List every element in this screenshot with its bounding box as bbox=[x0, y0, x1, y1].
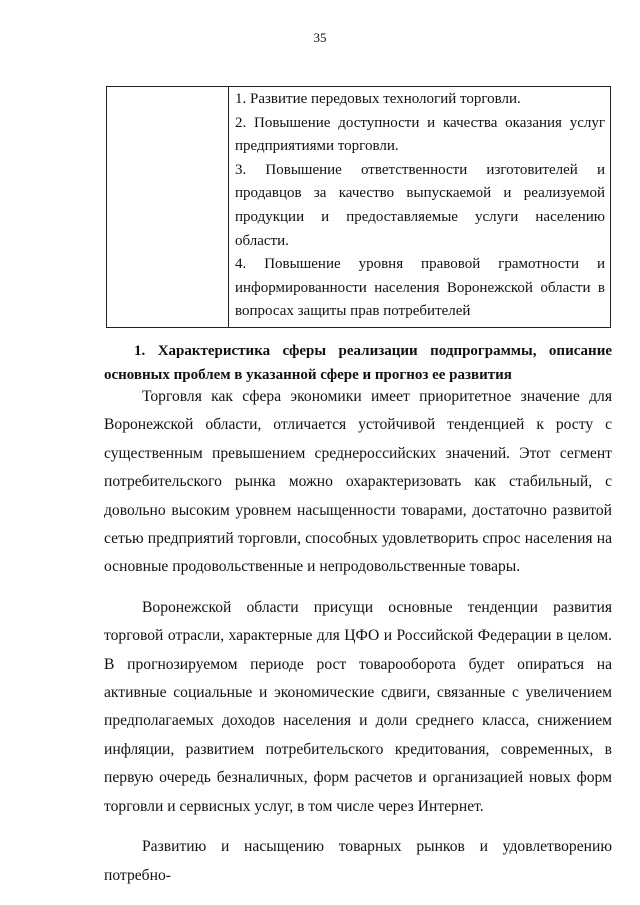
goal-item-2: 2. Повышение доступности и качества оказания услуг предприятиями торговли. bbox=[235, 114, 605, 155]
goal-item-3: 3. Повышение ответственности изготовителей и продавцов за качество выпускаемой и реализуемой продукции и предоставляемые услуги населению области. bbox=[235, 161, 605, 249]
paragraph-1: Торговля как сфера экономики имеет приоритетное значение для Воронежской области, отличается устойчивой тенденцией к росту с существенным превышением среднероссийских значений. Этот сегмент потребительского рынка можно охарактеризовать как стабильный, с довольно высоким уровнем насыщенности товарами, достаточно развитой сетью предприятий торговли, способных удовлетворить спрос населения на основные продовольственные и непродовольственные товары. bbox=[104, 388, 612, 576]
table-content-cell bbox=[229, 87, 611, 328]
paragraph-2: Воронежской области присущи основные тенденции развития торговой отрасли, характерные для ЦФО и Российской Федерации в целом. В прогнозируемом периоде рост товарооборота будет опираться на активные социальные и экономические сдвиги, связанные с увеличением предполагаемых доходов населения и доли среднего класса, снижением инфляции, развитием потребительского кредитования, современных, в первую очередь безналичных, форм расчетов и организацией новых форм торговли и сервисных услуг, в том числе через Интернет. bbox=[104, 598, 612, 815]
goal-item-1: 1. Развитие передовых технологий торговли. bbox=[235, 91, 521, 107]
section-body bbox=[104, 383, 612, 902]
paragraph-3: Развитию и насыщению товарных рынков и удовлетворению потребно- bbox=[104, 838, 612, 884]
table-label-cell bbox=[107, 87, 229, 328]
section-heading: 1. Характеристика сферы реализации подпрограммы, описание основных проблем в указанной сфере и прогноз ее развития bbox=[104, 343, 612, 383]
table-row bbox=[107, 87, 611, 328]
page-number: 35 bbox=[313, 30, 327, 45]
goals-table bbox=[106, 86, 611, 328]
goal-item-4: 4. Повышение уровня правовой грамотности и информированности населения Воронежской области в вопросах защиты прав потребителей bbox=[235, 256, 605, 320]
